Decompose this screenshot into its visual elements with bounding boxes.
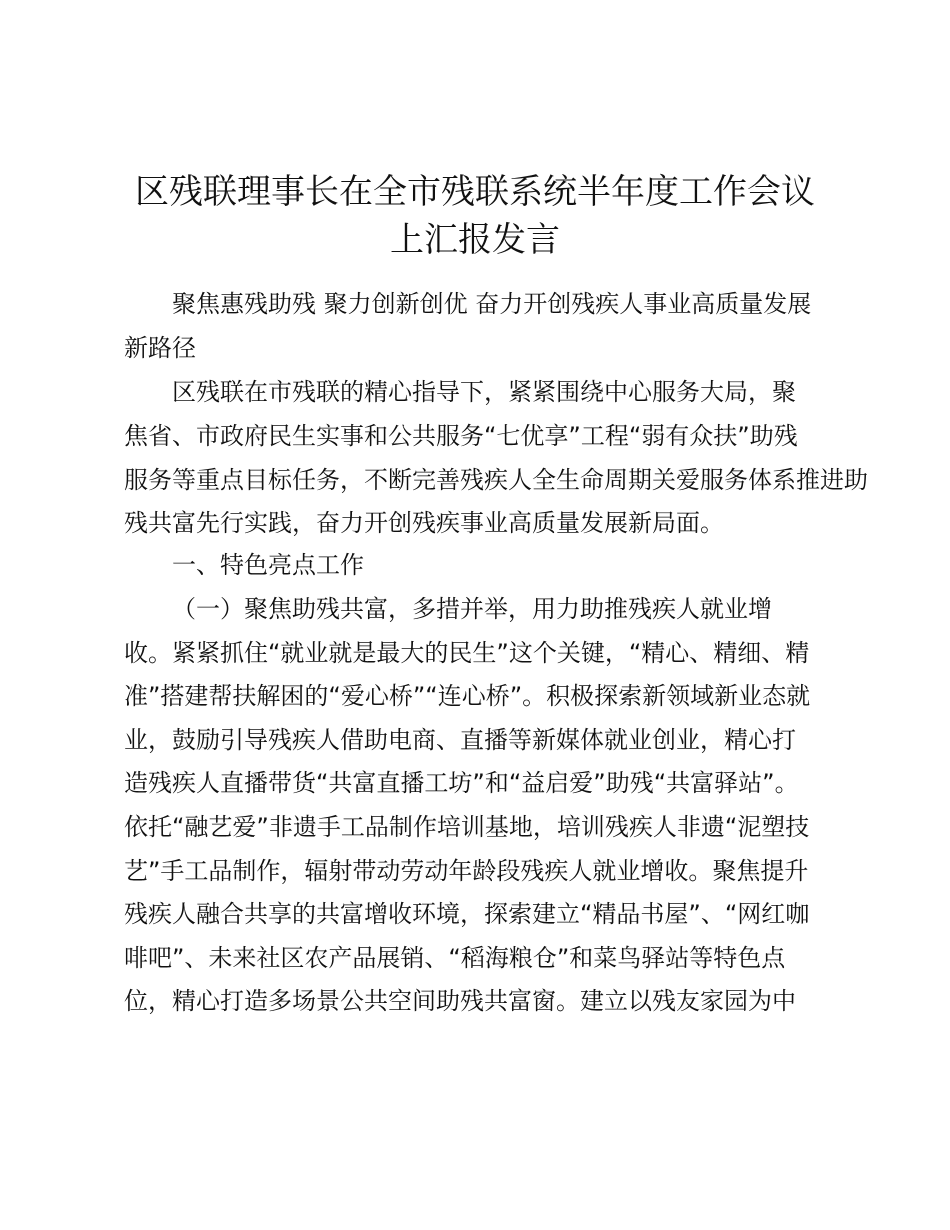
section-line-5: 造残疾人直播带货“共富直播工坊”和“益启爱”助残“共富驿站”。 bbox=[124, 769, 799, 797]
section-line-2: 收。紧紧抓住“就业就是最大的民生”这个关键，“精心、精细、精 bbox=[124, 639, 810, 667]
intro-line-2: 焦省、市政府民生实事和公共服务“七优享”工程“弱有众扶”助残 bbox=[124, 422, 798, 450]
section-line-7: 艺”手工品制作，辐射带动劳动年龄段残疾人就业增收。聚焦提升 bbox=[124, 857, 809, 885]
section-heading: 一、特色亮点工作 bbox=[172, 551, 364, 579]
intro-line-4: 残共富先行实践，奋力开创残疾事业高质量发展新局面。 bbox=[124, 509, 724, 537]
section-line-9: 啡吧”、未来社区农产品展销、“稻海粮仓”和菜鸟驿站等特色点 bbox=[124, 944, 786, 972]
document-title-line-1: 区残联理事长在全市残联系统半年度工作会议 bbox=[135, 172, 815, 212]
section-line-3: 准”搭建帮扶解困的“爱心桥”“连心桥”。积极探索新领域新业态就 bbox=[124, 682, 811, 710]
intro-line-1: 区残联在市残联的精心指导下，紧紧围绕中心服务大局，聚 bbox=[172, 378, 796, 406]
subtitle-line-2: 新路径 bbox=[124, 334, 196, 362]
document-title-line-2: 上汇报发言 bbox=[390, 220, 560, 260]
subtitle-line-1: 聚焦惠残助残 聚力创新创优 奋力开创残疾人事业高质量发展 bbox=[172, 290, 812, 318]
section-line-10: 位，精心打造多场景公共空间助残共富窗。建立以残友家园为中 bbox=[124, 987, 796, 1015]
section-line-4: 业，鼓励引导残疾人借助电商、直播等新媒体就业创业，精心打 bbox=[124, 726, 796, 754]
section-line-6: 依托“融艺爱”非遗手工品制作培训基地，培训残疾人非遗“泥塑技 bbox=[124, 813, 810, 841]
section-line-1: （一）聚焦助残共富，多措并举，用力助推残疾人就业增 bbox=[172, 595, 772, 623]
section-line-8: 残疾人融合共享的共富增收环境，探索建立“精品书屋”、“网红咖 bbox=[124, 900, 810, 928]
intro-line-3: 服务等重点目标任务，不断完善残疾人全生命周期关爱服务体系推进助 bbox=[124, 466, 868, 494]
